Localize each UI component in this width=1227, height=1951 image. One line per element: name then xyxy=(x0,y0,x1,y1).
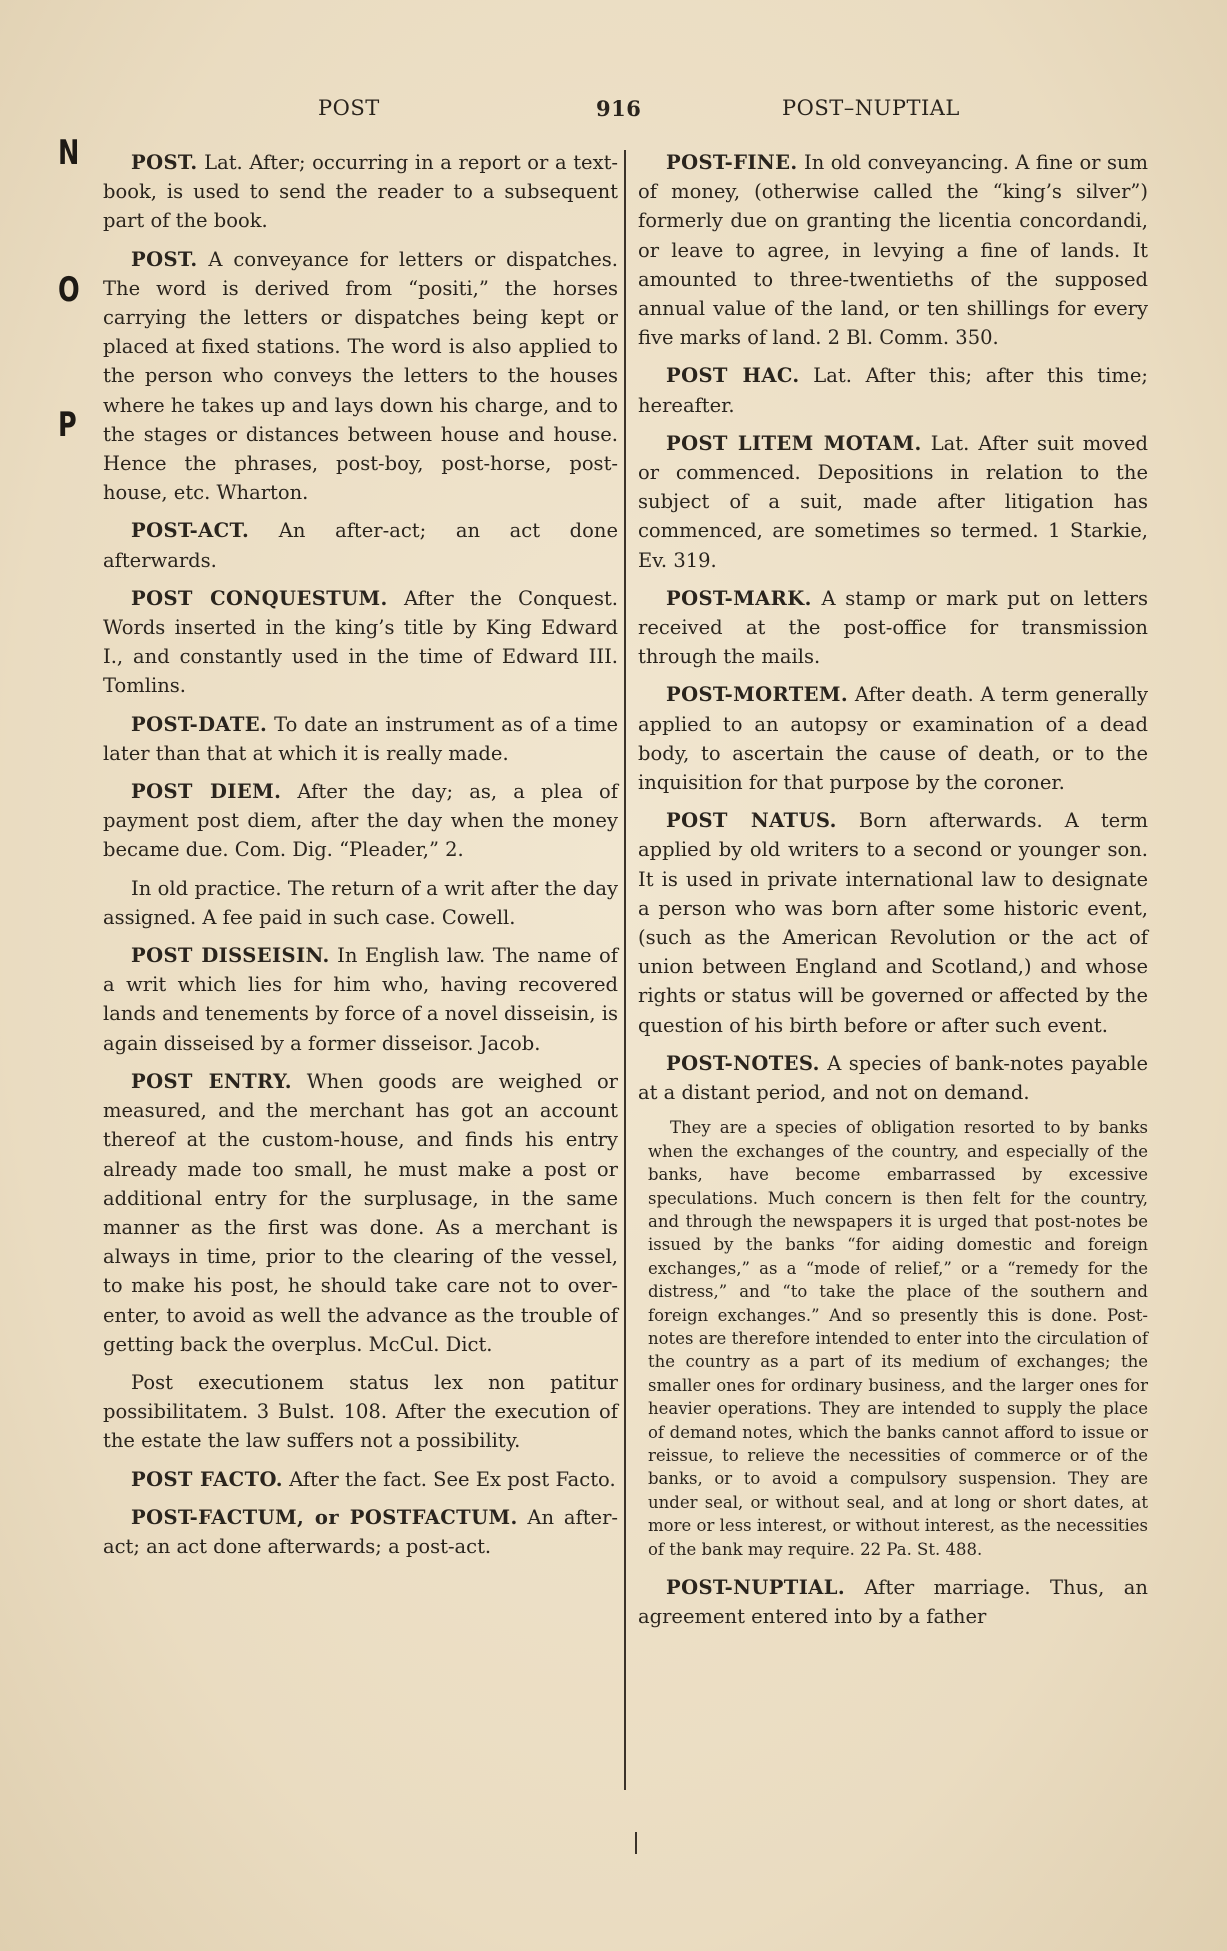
entry-post-executionem: Post executionem status lex non patitur possibilitatem. 3 Bulst. 108. After the execution of the estate the law suffers not a possibility. xyxy=(103,1370,618,1453)
entry-post-nuptial: POST-NUPTIAL. After marriage. Thus, an agreement entered into by a father xyxy=(638,1576,1148,1629)
entry-post-fine: POST-FINE. In old conveyancing. A fine or sum of money, (otherwise called the “king’s silver”) formerly due on granting the licentia concordandi, or leave to agree, in levying a fine of lands. It amounted to three-twentieths of the supposed annual value of the land, or ten shillings for every five marks of land. 2 Bl. Comm. 350. xyxy=(638,151,1148,350)
running-head-left: POST xyxy=(318,96,380,120)
column-rule-bottom xyxy=(635,1832,637,1854)
entry-post-mark: POST-MARK. A stamp or mark put on letters received at the post-office for transmission through the mails. xyxy=(638,586,1148,669)
entry-post-natus: POST NATUS. Born afterwards. A term applied by old writers to a second or younger son. It is used in private international law to designate a person who was born after some historic event, (such as the American Revolution or the act of union between England and Scotland,) and whose rights or status will be governed or affected by the question of his birth before or after such event. xyxy=(638,809,1149,1037)
entry-post-mortem: POST-MORTEM. After death. A term generally applied to an autopsy or examination of a dead body, to ascertain the cause of death, or to the inquisition for that purpose by the coroner. xyxy=(638,683,1148,795)
column-rule xyxy=(624,150,626,1790)
entry-post-date: POST-DATE. To date an instrument as of a time later than that at which it is really made. xyxy=(103,712,618,765)
page-number: 916 xyxy=(596,96,642,121)
entry-post-litem-motam: POST LITEM MOTAM. Lat. After suit moved or commenced. Depositions in relation to the subject of a suit, made after litigation has commenced, are sometimes so termed. 1 Starkie, Ev. 319. xyxy=(638,431,1149,572)
thumb-index-p: P xyxy=(58,405,77,445)
thumb-index-n: N xyxy=(58,133,80,173)
entry-post-hac: POST HAC. Lat. After this; after this time; hereafter. xyxy=(638,364,1148,417)
entry-post-conveyance: POST. A conveyance for letters or dispatches. The word is derived from “positi,” the horses carrying the letters or dispatches being kept or placed at fixed stations. The word is also applied to the person who conveys the letters to the houses where he takes up and lays down his charge, and to the stages or distances between house and house. Hence the phrases, post-boy, post-horse, post-house, etc. Wharton. xyxy=(103,247,618,505)
entry-post-notes: POST-NOTES. A species of bank-notes payable at a distant period, and not on demand. xyxy=(638,1051,1148,1105)
thumb-index-o: O xyxy=(58,270,80,310)
entry-post-facto: POST FACTO. After the fact. See Ex post Facto. xyxy=(131,1467,616,1491)
entry-post-diem: POST DIEM. After the day; as, a plea of payment post diem, after the day when the money became due. Com. Dig. “Pleader,” 2. xyxy=(103,780,618,862)
right-column xyxy=(638,148,1148,1640)
entry-post-lat: POST. Lat. After; occurring in a report or a text-book, is used to send the reader to a subsequent part of the book. xyxy=(103,151,618,233)
running-head-right: POST–NUPTIAL xyxy=(782,96,960,120)
entry-post-diem-old-practice: In old practice. The return of a writ after the day assigned. A fee paid in such case. Cowell. xyxy=(103,876,618,929)
left-column xyxy=(103,148,618,1570)
post-notes-quotation: They are a species of obligation resorted to by banks when the exchanges of the country, and especially of the banks, have become embarrassed by excessive speculations. Much concern is then felt for the country, and through the newspapers it is urged that post-notes be issued by the banks “for aiding domestic and foreign exchanges,” as a “mode of relief,” or a “remedy for the distress,” and “to take the place of the southern and foreign exchanges.” And so presently this is done. Post-notes are therefore intended to enter into the circulation of the country as a part of its medium of exchanges; the smaller ones for ordinary business, and the larger ones for heavier operations. They are intended to supply the place of demand notes, which the banks cannot afford to issue or reissue, to relieve the necessities of commerce or of the banks, or to avoid a compulsory suspension. They are under seal, or without seal, and at long or short dates, at more or less interest, or without interest, as the necessities of the bank may require. 22 Pa. St. 488. xyxy=(648,1118,1148,1559)
entry-post-disseisin: POST DISSEISIN. In English law. The name of a writ which lies for him who, having recovered lands and tenements by force of a novel disseisin, is again disseised by a former disseisor. Jacob. xyxy=(103,944,619,1055)
entry-post-entry: POST ENTRY. When goods are weighed or measured, and the merchant has got an account thereof at the custom-house, and finds his entry already made too small, he must make a post or additional entry for the surplusage, in the same manner as the first was done. As a merchant is always in time, prior to the clearing of the vessel, to make his post, he should take care not to over-enter, to avoid as well the advance as the trouble of getting back the overplus. McCul. Dict. xyxy=(103,1069,618,1356)
entry-post-conquestum: POST CONQUESTUM. After the Conquest. Words inserted in the king’s title by King Edward I., and constantly used in the time of Edward III. Tomlins. xyxy=(103,586,618,698)
entry-post-act: POST-ACT. An after-act; an act done afterwards. xyxy=(103,519,618,572)
entry-post-factum: POST-FACTUM, or POSTFACTUM. An after-act; an act done afterwards; a post-act. xyxy=(103,1505,618,1558)
